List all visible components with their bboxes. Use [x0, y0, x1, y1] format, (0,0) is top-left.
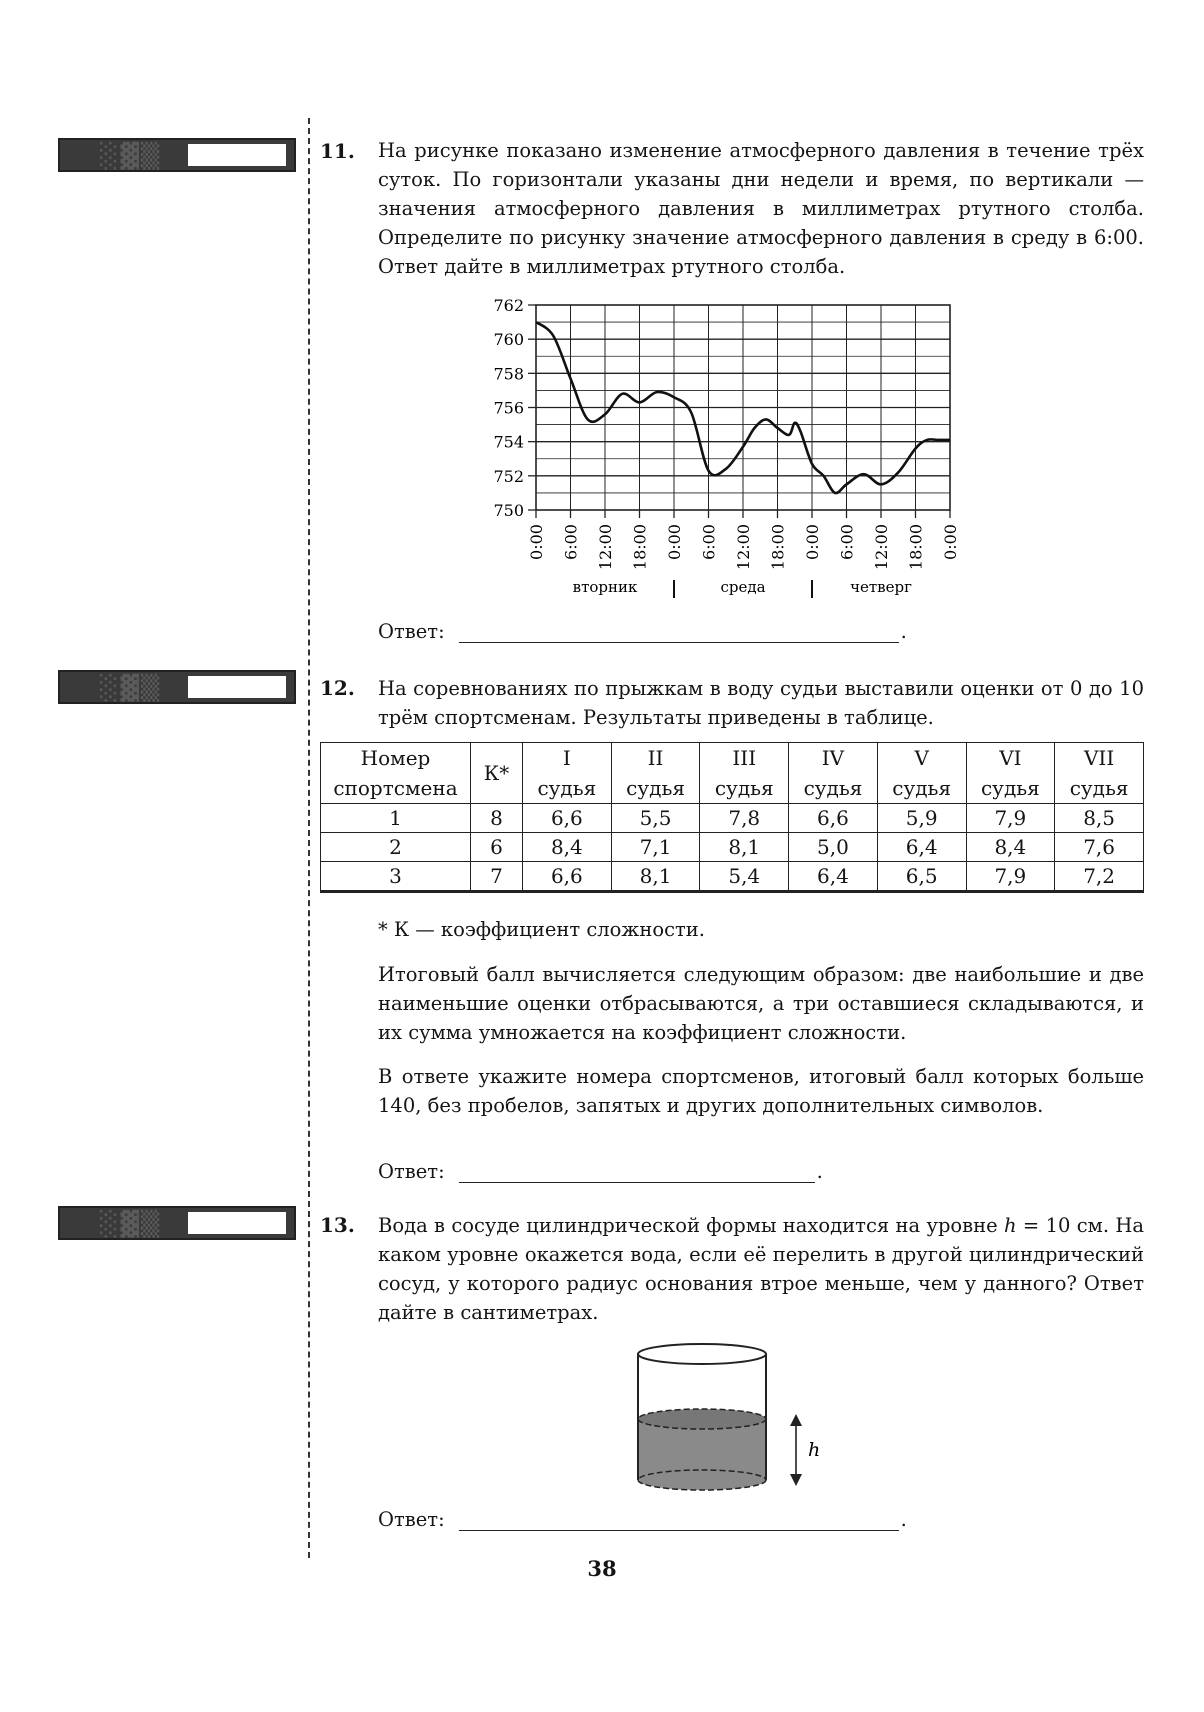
- x-tick-label: 18:00: [630, 524, 650, 571]
- score-cell: 7,6: [1055, 833, 1144, 862]
- y-tick-label: 750: [493, 501, 524, 520]
- coefficient-cell: 6: [471, 833, 523, 862]
- question-11-text: На рисунке показано изменение атмосферного давления в течение трёх суток. По горизонтали указаны дни недели и время, по вертикали — значения атмосферного давления в миллиметрах ртутного столба. Определите по рисунку значение атмосферного давления в среду в 6:00. Ответ дайте в миллиметрах ртутного столба.: [378, 139, 1144, 278]
- answer-label: Ответ:: [378, 1160, 445, 1183]
- page-number: 38: [587, 1556, 617, 1581]
- answer-field-13[interactable]: [459, 1510, 899, 1531]
- table-row: [321, 833, 1144, 862]
- answer-row-12: Ответ: .: [378, 1160, 823, 1183]
- day-label: четверг: [850, 578, 912, 596]
- header-judge-5: V: [877, 743, 966, 774]
- pressure-chart: [0, 0, 1204, 620]
- score-cell: 8,1: [611, 862, 700, 892]
- athlete-number-cell: 1: [321, 804, 471, 833]
- score-cell: 8,5: [1055, 804, 1144, 833]
- x-tick-label: 12:00: [596, 524, 615, 571]
- question-number-12: 12.: [320, 676, 355, 700]
- athlete-number-cell: 2: [321, 833, 471, 862]
- footnote: * К — коэффициент сложности.: [378, 918, 705, 941]
- x-tick-label: 0:00: [527, 524, 546, 560]
- chart-grid: [536, 305, 950, 510]
- header-judge-3: III: [700, 743, 789, 774]
- score-cell: 8,4: [523, 833, 612, 862]
- y-tick-label: 756: [493, 398, 524, 418]
- score-cell: 7,9: [966, 862, 1055, 892]
- task-code-box-11: ░▓▒: [58, 138, 296, 172]
- task-code-box-12: ░▓▒: [58, 670, 296, 704]
- header-judge-7: VII: [1055, 743, 1144, 774]
- header-judge-word: судья: [611, 773, 700, 804]
- header-judge-word: судья: [700, 773, 789, 804]
- code-field: [188, 676, 286, 698]
- answer-label: Ответ:: [378, 620, 445, 643]
- score-cell: 6,6: [789, 804, 878, 833]
- x-tick-label: 18:00: [768, 524, 788, 571]
- y-tick-label: 758: [493, 364, 524, 384]
- header-judge-1: I: [523, 743, 612, 774]
- score-cell: 5,4: [700, 862, 789, 892]
- header-judge-4: IV: [789, 743, 878, 774]
- score-cell: 6,6: [523, 862, 612, 892]
- score-cell: 7,2: [1055, 862, 1144, 892]
- x-tick-label: 6:00: [837, 524, 857, 560]
- day-label: среда: [720, 578, 766, 596]
- header-judge-word: судья: [789, 773, 878, 804]
- answer-label: Ответ:: [378, 1508, 445, 1531]
- score-cell: 8,1: [700, 833, 789, 862]
- question-13-text: Вода в сосуде цилиндрической формы находится на уровне h = 10 см. На каком уровне окажется вода, если её перелить в другой цилиндрический сосуд, у которого радиус основания втрое меньше, чем у данного? Ответ дайте в сантиметрах.: [378, 1214, 1144, 1324]
- x-axis-ticks: [527, 510, 960, 570]
- question-number-13: 13.: [320, 1213, 355, 1237]
- scoring-rule-text: Итоговый балл вычисляется следующим образом: две наибольшие и две наименьшие оценки отбрасываются, а три оставшиеся складываются, и их сумма умножается на коэффициент сложности.: [378, 963, 1144, 1044]
- header-athlete: Номер спортсмена: [321, 743, 471, 804]
- answer-row-13: Ответ: .: [378, 1508, 907, 1531]
- header-judge-word: судья: [523, 773, 612, 804]
- y-tick-label: 752: [493, 466, 524, 486]
- y-tick-label: 762: [493, 296, 524, 315]
- header-judge-6: VI: [966, 743, 1055, 774]
- header-k: К*: [471, 743, 523, 804]
- y-axis-ticks: [493, 296, 536, 520]
- x-tick-label: 12:00: [872, 524, 891, 571]
- day-label: вторник: [572, 578, 638, 596]
- score-cell: 5,5: [611, 804, 700, 833]
- athlete-number-cell: 3: [321, 862, 471, 892]
- y-tick-label: 754: [493, 432, 524, 452]
- coefficient-cell: 7: [471, 862, 523, 892]
- answer-field-11[interactable]: [459, 622, 899, 643]
- header-judge-word: судья: [877, 773, 966, 804]
- header-judge-word: судья: [1055, 773, 1144, 804]
- answer-field-12[interactable]: [459, 1162, 815, 1183]
- answer-instruction-text: В ответе укажите номера спортсменов, итоговый балл которых больше 140, без пробелов, запятых и других дополнительных символов.: [378, 1065, 1144, 1117]
- score-cell: 7,9: [966, 804, 1055, 833]
- header-judge-2: II: [611, 743, 700, 774]
- score-cell: 7,1: [611, 833, 700, 862]
- score-cell: 6,4: [789, 862, 878, 892]
- height-label: h: [808, 1439, 821, 1461]
- score-cell: 6,5: [877, 862, 966, 892]
- x-tick-label: 6:00: [561, 524, 581, 560]
- x-tick-label: 18:00: [906, 524, 926, 571]
- scores-table: [320, 742, 1144, 893]
- x-tick-label: 0:00: [665, 524, 684, 560]
- table-row: [321, 804, 1144, 833]
- day-labels: [573, 578, 912, 598]
- score-cell: 7,8: [700, 804, 789, 833]
- x-tick-label: 12:00: [734, 524, 753, 571]
- score-cell: 5,0: [789, 833, 878, 862]
- score-cell: 8,4: [966, 833, 1055, 862]
- task-code-box-13: ░▓▒: [58, 1206, 296, 1240]
- x-tick-label: 6:00: [699, 524, 719, 560]
- score-cell: 5,9: [877, 804, 966, 833]
- score-cell: 6,4: [877, 833, 966, 862]
- question-number-11: 11.: [320, 139, 355, 163]
- code-field: [188, 1212, 286, 1234]
- question-12-text: На соревнованиях по прыжкам в воду судьи выставили оценки от 0 до 10 трём спортсменам. Результаты приведены в таблице.: [378, 677, 1144, 729]
- coefficient-cell: 8: [471, 804, 523, 833]
- table-row: [321, 862, 1144, 892]
- x-tick-label: 0:00: [941, 524, 960, 560]
- answer-row-11: Ответ: .: [378, 620, 907, 643]
- header-judge-word: судья: [966, 773, 1055, 804]
- table-header-row: [321, 743, 1144, 774]
- cylinder-figure: [636, 1340, 866, 1500]
- x-tick-label: 0:00: [803, 524, 822, 560]
- score-cell: 6,6: [523, 804, 612, 833]
- y-tick-label: 760: [493, 330, 524, 350]
